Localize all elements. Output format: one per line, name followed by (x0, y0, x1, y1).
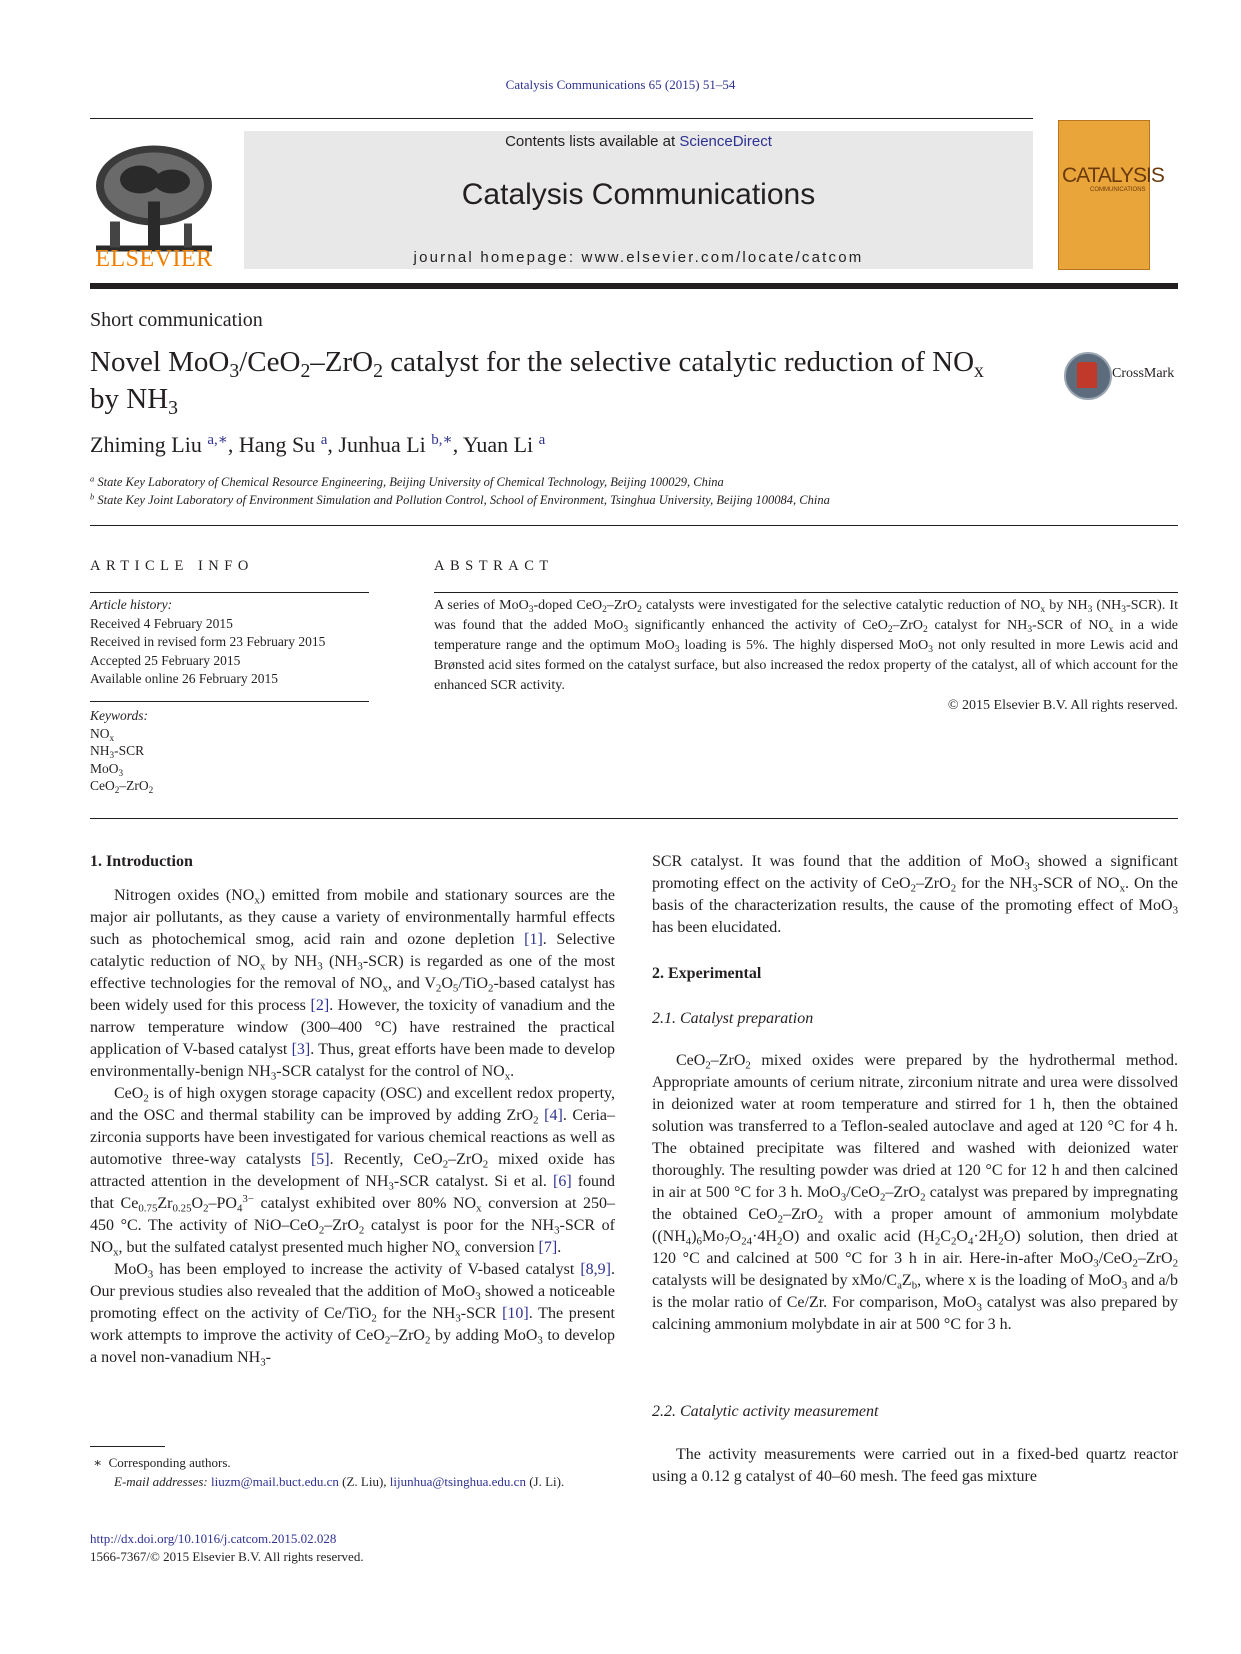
email-owner: (Z. Liu), (342, 1474, 387, 1489)
subsection-heading-activity: 2.2. Catalytic activity measurement (652, 1403, 879, 1420)
corresponding-note: ∗ Corresponding authors. (90, 1455, 231, 1470)
author-affiliation-mark[interactable]: b,∗ (431, 431, 453, 448)
online-date: Available online 26 February 2015 (90, 671, 278, 686)
paragraph: CeO$_2$–ZrO$_2$ mixed oxides were prepared by the hydrothermal method. Appropriate amounts of cerium nitrate, zirconium nitrate and urea were dissolved in deionized water at room temperature and stirred for 1 h, then the obtained solution was transferred to a Teflon-sealed autoclave and aged at 120 °C for 4 h. The obtained precipitate was filtered and washed with deionized water thoroughly. The resulting powder was dried at 120 °C for 12 h and then calcined in air at 500 °C for 3 h. MoO$_3$/CeO$_2$–ZrO$_2$ catalyst was prepared by impregnating the obtained CeO$_2$–ZrO$_2$ with a proper amount of ammonium molybdate $((NH_4)_6Mo_7O_{24}\cdot 4H_2O)$ and oxalic acid $(H_2C_2O_4\cdot 2H_2O)$ solution, then dried at 120 °C and calcined at 500 °C for 3 h in air. Here-in-after MoO$_3$/CeO$_2$–ZrO$_2$ catalysts will be designated by xMo/$C_aZ_b$, where x is the loading of MoO$_3$ and a/b is the molar ratio of Ce/Zr. For comparison, MoO$_3$ catalyst was also prepared by calcining ammonium molybdate in air at 500 °C for 3 h. (652, 1052, 1179, 1333)
citation-link[interactable]: [10] (502, 1305, 529, 1322)
footnote-rule (90, 1446, 165, 1447)
citation-link[interactable]: [2] (310, 997, 330, 1014)
author-name: Hang Su (238, 432, 316, 457)
body-right-column-prep (652, 1050, 1178, 1336)
citation-link[interactable]: [8,9] (580, 1261, 611, 1278)
body-right-column-top (652, 851, 1178, 939)
keywords (90, 707, 153, 795)
doi-link[interactable]: http://dx.doi.org/10.1016/j.catcom.2015.02.028 (90, 1531, 337, 1546)
abstract-rule (434, 592, 1178, 593)
article-history (90, 596, 325, 689)
paragraph: The activity measurements were carried out in a fixed-bed quartz reactor using a 0.12 g catalyst of 40–60 mesh. The feed gas mixture (652, 1446, 1178, 1485)
section-heading-introduction: 1. Introduction (90, 853, 193, 870)
keyword: $NH_3$-SCR (90, 743, 145, 760)
paragraph: Nitrogen oxides $(NO_x)$ emitted from mobile and stationary sources are the major air pollutants, as they cause a variety of environmentally harmful effects such as photochemical smog, acid rain and ozone depletion [1]. Selective catalytic reduction of $NO_x$ by $NH_3$ $(NH_3-SCR)$ is regarded as one of the most effective technologies for the removal of $NO_x$, and $V_2O_5/TiO_2$-based catalyst has been widely used for this process [2]. However, the toxicity of vanadium and the narrow temperature window (300–400 °C) have restrained the practical application of V-based catalyst [3]. Thus, great efforts have been made to develop environmentally-benign $NH_3$-SCR catalyst for the control of $NO_x$. (90, 887, 616, 1083)
paragraph: MoO$_3$ has been employed to increase the activity of V-based catalyst [8,9]. Our previous studies also revealed that the addition of MoO$_3$ showed a noticeable promoting effect on the activity of Ce/TiO$_2$ for the $NH_3$-SCR [10]. The present work attempts to improve the activity of CeO$_2$–ZrO$_2$ by adding MoO$_3$ to develop a novel non-vanadium $NH_3-$ (90, 1261, 616, 1369)
keyword: $NO_x$ (90, 725, 115, 743)
keywords-label: Keywords: (90, 708, 148, 723)
article-title: Novel MoO$_3$/CeO$_2$–ZrO$_2$ catalyst for the selective catalytic reduction of $NO_x$ by $NH_3$ (90, 346, 984, 419)
affiliation-a (90, 475, 724, 490)
elsevier-wordmark: ELSEVIER (95, 246, 213, 272)
email-link[interactable]: liuzm@mail.buct.edu.cn (211, 1474, 339, 1489)
affiliation-mark: b (90, 491, 95, 502)
author-affiliation-mark[interactable]: a,∗ (207, 431, 228, 448)
info-rule (90, 592, 369, 593)
email-line (90, 1472, 564, 1491)
subsection-heading-preparation: 2.1. Catalyst preparation (652, 1010, 814, 1027)
citation-link[interactable]: [3] (291, 1041, 311, 1058)
author-affiliation-mark[interactable]: a (320, 431, 328, 448)
keyword: MoO$_3$ (90, 760, 124, 778)
section-heading-experimental: 2. Experimental (652, 965, 762, 982)
section-rule (90, 818, 1178, 819)
paragraph: SCR catalyst. It was found that the addition of MoO$_3$ showed a significant promoting effect on the activity of CeO$_2$–ZrO$_2$ for the $NH_3$-SCR of $NO_x$. On the basis of the characterization results, the cause of the promoting effect of MoO$_3$ has been elucidated. (652, 853, 1178, 936)
contents-line (244, 133, 1033, 150)
article-type: Short communication (90, 309, 263, 331)
journal-homepage[interactable]: journal homepage: www.elsevier.com/locate/catcom (413, 249, 864, 266)
revised-date: Received in revised form 23 February 2015 (90, 634, 326, 649)
citation-link[interactable]: [4] (544, 1107, 563, 1124)
citation-link[interactable]: [1] (524, 931, 543, 948)
history-label: Article history: (90, 597, 173, 612)
abstract-copyright: © 2015 Elsevier B.V. All rights reserved. (947, 698, 1178, 713)
received-date: Received 4 February 2015 (90, 615, 233, 631)
citation-link[interactable]: [6] (552, 1173, 572, 1190)
body-left-column (90, 885, 615, 1369)
affiliation-text: State Key Laboratory of Chemical Resource Engineering, Beijing University of Chemical Technology, Beijing 100029, China (97, 475, 724, 489)
author-affiliation-mark[interactable]: a (538, 431, 546, 448)
masthead-thick-rule (90, 283, 1178, 289)
email-label: E-mail addresses: (114, 1474, 208, 1489)
cover-subtitle: COMMUNICATIONS (1090, 187, 1146, 193)
section-rule (90, 525, 1178, 526)
email-link[interactable]: lijunhua@tsinghua.edu.cn (389, 1474, 526, 1489)
citation-link[interactable]: [5] (310, 1151, 330, 1168)
corresponding-text: Corresponding authors. (108, 1455, 231, 1470)
doi-footer (90, 1530, 364, 1566)
crossmark-label[interactable]: CrossMark (1112, 366, 1175, 381)
footnote (90, 1453, 564, 1491)
body-right-column-activity (652, 1444, 1178, 1488)
journal-reference[interactable]: Catalysis Communications 65 (2015) 51–54 (505, 77, 736, 92)
cover-title: CATALYSIS (1062, 164, 1164, 187)
journal-title: Catalysis Communications (461, 178, 816, 211)
info-rule (90, 701, 369, 702)
author-name: Junhua Li (338, 432, 426, 457)
contents-prefix: Contents lists available at (505, 133, 680, 150)
keyword: CeO$_2$–ZrO$_2$ (90, 778, 154, 795)
email-owner: (J. Li). (529, 1474, 565, 1489)
affiliation-mark: a (90, 473, 95, 484)
crossmark-bookmark-icon (1077, 362, 1097, 388)
issn-line: 1566-7367/© 2015 Elsevier B.V. All rights reserved. (90, 1549, 364, 1564)
abstract-text: A series of MoO$_3$-doped CeO$_2$–ZrO$_2$ catalysts were investigated for the selective catalytic reduction of $NO_x$ by $NH_3$ $(NH_3-SCR)$. It was found that the added MoO$_3$ significantly enhanced the activity of CeO$_2$–ZrO$_2$ catalyst for $NH_3$-SCR of $NO_x$ in a wide temperature range and the optimum MoO$_3$ loading is 5%. The highly dispersed MoO$_3$ not only resulted in more Lewis acid and Brønsted acid sites formed on the catalyst surface, but also increased the redox property of the catalyst, all of which account for the enhanced SCR activity. (434, 598, 1178, 693)
author-list: Zhiming Liu $^{a,∗}$, Hang Su $^a$, Junhua Li $^{b,∗}$, Yuan Li $^a$ (90, 431, 546, 457)
abstract-heading: ABSTRACT (434, 558, 554, 574)
journal-cover-image[interactable] (1058, 120, 1150, 270)
sciencedirect-link[interactable]: ScienceDirect (679, 133, 772, 150)
affiliation-text: State Key Joint Laboratory of Environment Simulation and Pollution Control, School of Environment, Tsinghua University, Beijing 100084, China (97, 493, 830, 507)
affiliation-b (90, 493, 830, 508)
header-rule (90, 118, 1033, 119)
accepted-date: Accepted 25 February 2015 (90, 652, 241, 668)
author-name: Yuan Li (462, 432, 534, 457)
citation-link[interactable]: [7] (538, 1239, 558, 1256)
paragraph: CeO$_2$ is of high oxygen storage capacity (OSC) and excellent redox property, and the OSC and thermal stability can be improved by adding ZrO$_2$ [4]. Ceria–zirconia supports have been investigated for various chemical reactions as well as automotive three-way catalysts [5]. Recently, CeO$_2$–ZrO$_2$ mixed oxide has attracted attention in the development of $NH_3$-SCR catalyst. Si et al. [6] found that $Ce_{0.75}Zr_{0.25}O_2-PO_4^{3-}$ catalyst exhibited over 80% $NO_x$ conversion at 250–450 °C. The activity of NiO–CeO$_2$–ZrO$_2$ catalyst is poor for the $NH_3$-SCR of $NO_x$, but the sulfated catalyst presented much higher $NO_x$ conversion [7]. (90, 1085, 616, 1259)
author-name: Zhiming Liu (90, 432, 202, 457)
article-info-heading: ARTICLE INFO (90, 558, 254, 574)
